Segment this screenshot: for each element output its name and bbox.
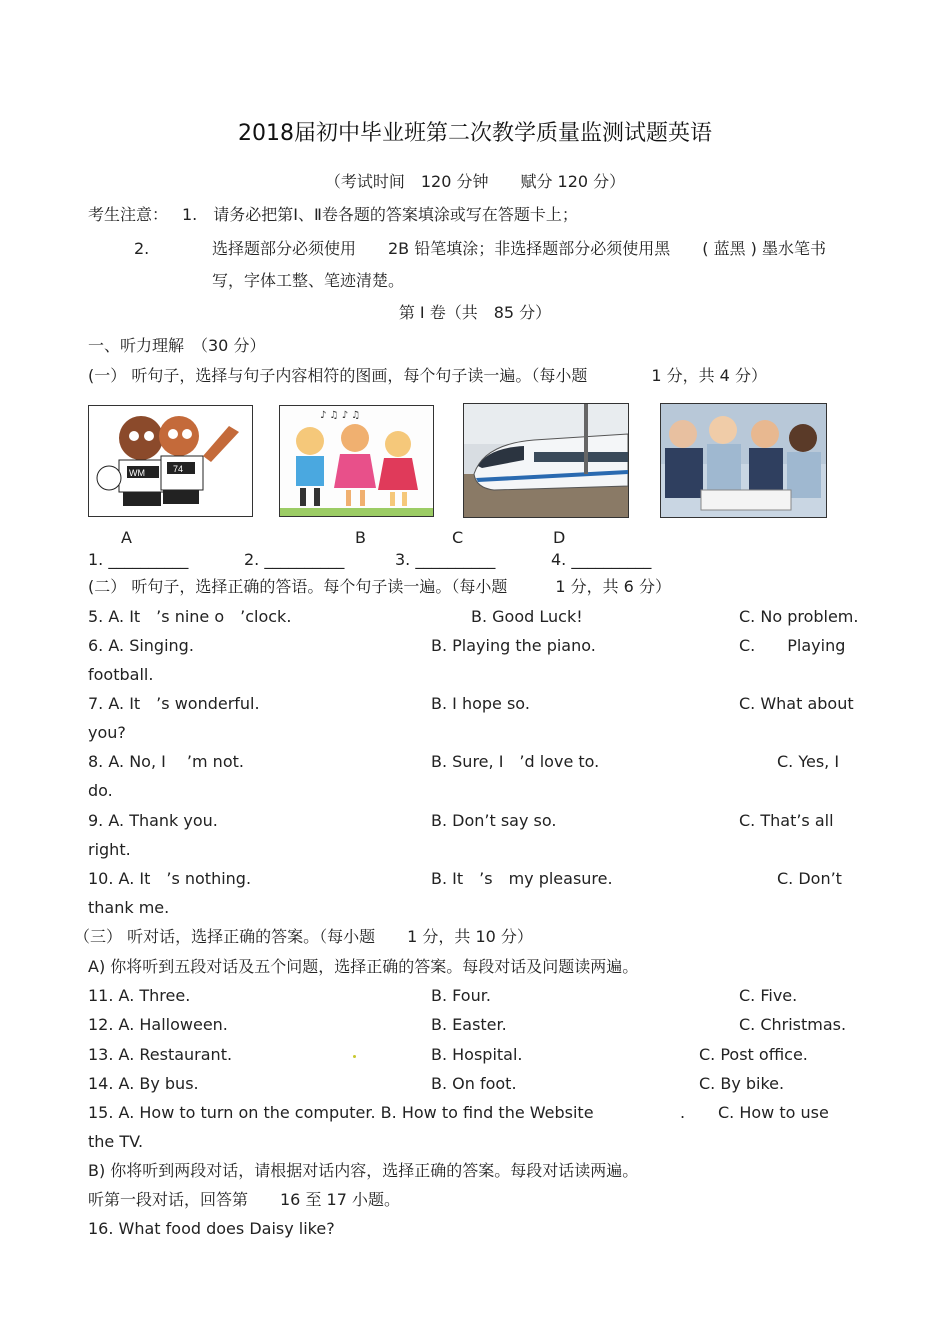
q8-option-b: B. Sure, I ’d love to. bbox=[431, 752, 600, 771]
q5-option-c: C. No problem. bbox=[739, 607, 859, 626]
q14-option-c: C. By bike. bbox=[699, 1074, 785, 1093]
q7-wrap: you? bbox=[88, 723, 126, 742]
stray-dot bbox=[353, 1055, 356, 1058]
picture-c-train bbox=[463, 403, 629, 518]
q15-dot: . bbox=[680, 1103, 686, 1122]
q5-option-a: 5. A. It ’s nine o ’clock. bbox=[88, 607, 292, 626]
notice-item-2-line2: 写，字体工整、笔迹清楚。 bbox=[212, 271, 405, 290]
q6-option-c: C. Playing bbox=[739, 636, 846, 655]
q14-option-b: B. On foot. bbox=[431, 1074, 517, 1093]
q6-wrap: football. bbox=[88, 665, 154, 684]
q10-wrap: thank me. bbox=[88, 898, 170, 917]
q6-option-a: 6. A. Singing. bbox=[88, 636, 194, 655]
q11-option-b: B. Four. bbox=[431, 986, 491, 1005]
q12-option-a: 12. A. Halloween. bbox=[88, 1015, 228, 1034]
q12-option-c: C. Christmas. bbox=[739, 1015, 847, 1034]
q12-option-b: B. Easter. bbox=[431, 1015, 507, 1034]
q9-option-c: C. That’s all bbox=[739, 811, 834, 830]
q8-option-c: C. Yes, I bbox=[777, 752, 840, 771]
picture-label-b: B bbox=[355, 528, 366, 547]
q7-option-b: B. I hope so. bbox=[431, 694, 530, 713]
q9-wrap: right. bbox=[88, 840, 131, 859]
picture-a-mascots bbox=[88, 405, 253, 517]
notice-item-2-line1: 选择题部分必须使用 2B 铅笔填涂；非选择题部分必须使用黑 ( 蓝黑 ) 墨水笔书 bbox=[212, 239, 826, 258]
q11-option-c: C. Five. bbox=[739, 986, 798, 1005]
section3-heading: （三） 听对话，选择正确的答案。（每小题 1 分，共 10 分） bbox=[74, 927, 533, 946]
q15-line1: 15. A. How to turn on the computer. B. How to find the Website bbox=[88, 1103, 594, 1122]
q15-wrap: the TV. bbox=[88, 1132, 144, 1151]
answer-blank-4[interactable]: 4. __________ bbox=[551, 550, 652, 569]
section3-sub-a: A) 你将听到五段对话及五个问题，选择正确的答案。每段对话及问题读两遍。 bbox=[88, 957, 639, 976]
answer-blank-3[interactable]: 3. __________ bbox=[395, 550, 496, 569]
q6-option-b: B. Playing the piano. bbox=[431, 636, 596, 655]
q13-option-a: 13. A. Restaurant. bbox=[88, 1045, 233, 1064]
q10-option-a: 10. A. It ’s nothing. bbox=[88, 869, 252, 888]
q7-option-c: C. What about bbox=[739, 694, 854, 713]
section3-sub-b-intro: 听第一段对话，回答第 16 至 17 小题。 bbox=[88, 1190, 400, 1209]
exam-info: （考试时间 120 分钟 赋分 120 分） bbox=[324, 172, 626, 191]
section1-heading: (一） 听句子，选择与句子内容相符的图画，每个句子读一遍。（每小题 1 分，共 4 分） bbox=[88, 366, 767, 385]
q9-option-a: 9. A. Thank you. bbox=[88, 811, 218, 830]
q7-option-a: 7. A. It ’s wonderful. bbox=[88, 694, 260, 713]
section2-heading: (二） 听句子，选择正确的答语。每个句子读一遍。（每小题 1 分，共 6 分） bbox=[88, 577, 671, 596]
picture-d-students bbox=[660, 403, 827, 518]
q8-wrap: do. bbox=[88, 781, 113, 800]
q13-option-c: C. Post office. bbox=[699, 1045, 808, 1064]
notice-label: 考生注意： bbox=[88, 205, 169, 224]
answer-blank-1[interactable]: 1. __________ bbox=[88, 550, 189, 569]
mascot-badge-wm: WM bbox=[129, 468, 145, 478]
page-title: 2018届初中毕业班第二次教学质量监测试题英语 bbox=[238, 121, 712, 146]
answer-blank-2[interactable]: 2. __________ bbox=[244, 550, 345, 569]
q10-option-b: B. It ’s my pleasure. bbox=[431, 869, 613, 888]
q11-option-a: 11. A. Three. bbox=[88, 986, 191, 1005]
volume-heading: 第 I 卷（共 85 分） bbox=[398, 303, 552, 322]
q9-option-b: B. Don’t say so. bbox=[431, 811, 557, 830]
q13-option-b: B. Hospital. bbox=[431, 1045, 523, 1064]
q10-option-c: C. Don’t bbox=[777, 869, 842, 888]
picture-label-a: A bbox=[121, 528, 132, 547]
picture-b-dancing-kids bbox=[279, 405, 434, 517]
q16-question: 16. What food does Daisy like? bbox=[88, 1219, 335, 1238]
section3-sub-b: B) 你将听到两段对话，请根据对话内容，选择正确的答案。每段对话读两遍。 bbox=[88, 1161, 639, 1180]
picture-label-c: C bbox=[452, 528, 464, 547]
q8-option-a: 8. A. No, I ’m not. bbox=[88, 752, 244, 771]
notice-item-1: 1. 请务必把第Ⅰ、Ⅱ卷各题的答案填涂或写在答题卡上； bbox=[182, 205, 578, 224]
q5-option-b: B. Good Luck! bbox=[471, 607, 583, 626]
picture-label-d: D bbox=[553, 528, 566, 547]
q15-option-c: C. How to use bbox=[718, 1103, 829, 1122]
notice-item-2-number: 2. bbox=[134, 239, 150, 258]
q14-option-a: 14. A. By bus. bbox=[88, 1074, 199, 1093]
mascot-badge-74: 74 bbox=[173, 464, 184, 474]
svg-text:♪ ♫ ♪ ♫: ♪ ♫ ♪ ♫ bbox=[320, 410, 361, 421]
part1-heading: 一、听力理解 （30 分） bbox=[88, 336, 266, 355]
